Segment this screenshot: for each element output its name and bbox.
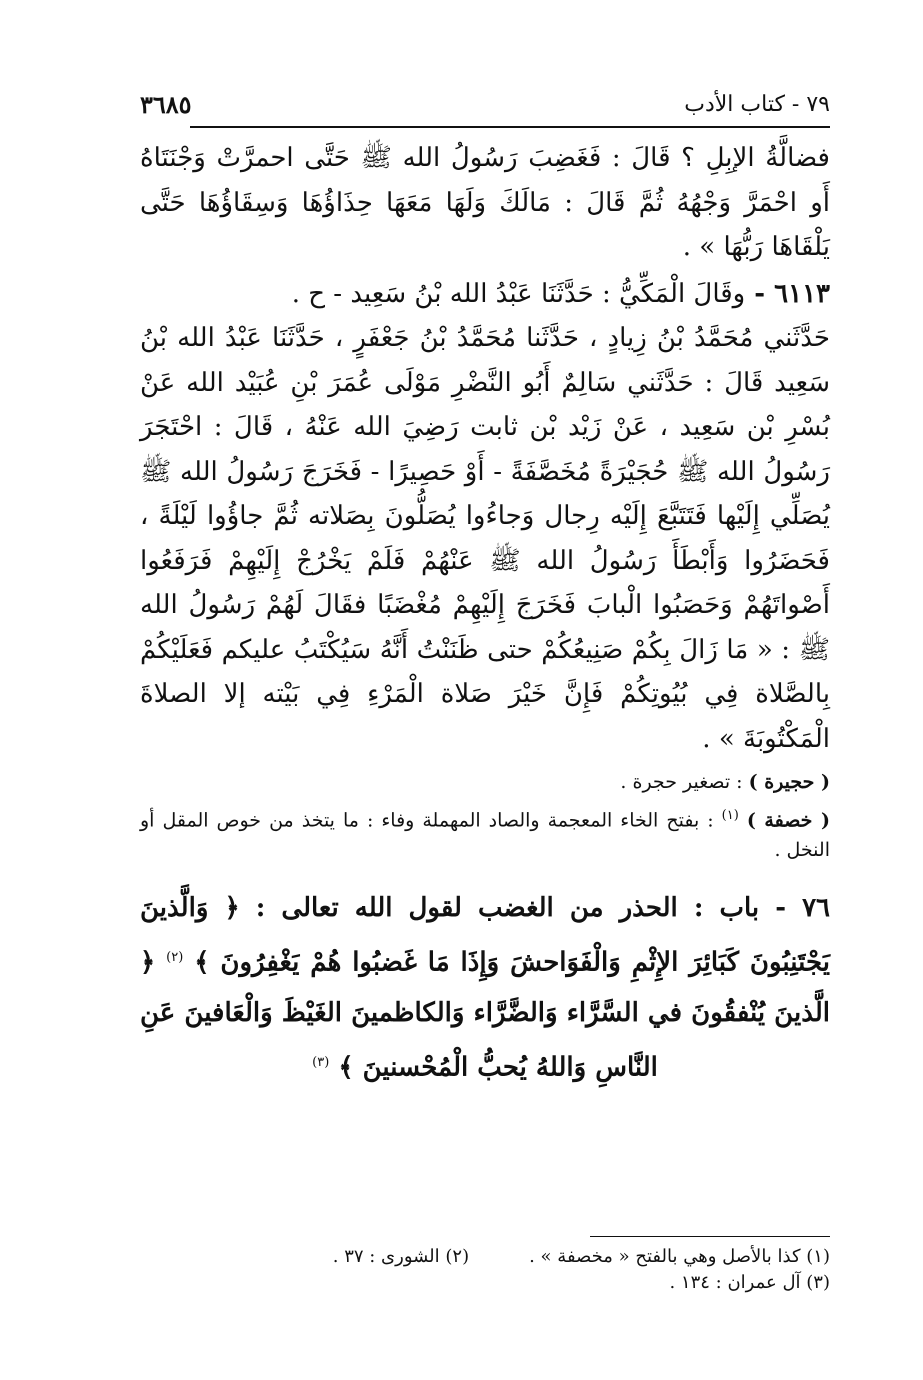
footnote-marker: (١) (721, 808, 739, 823)
page-number: ٣٦٨٥ (140, 89, 192, 119)
bab-verse-b: ﴿ الَّذينَ يُنْفقُونَ في السَّرَّاء وَالضَّرَّاء وَالكاظمينَ الغَيْظَ وَالْعَافينَ عَنِ النَّاسِ وَاللهُ يُحبُّ الْمُحْسنينَ ﴾ (140, 947, 830, 1083)
footnote-marker: (٢) (166, 950, 184, 966)
gloss-term: ( حجيرة ) (748, 771, 830, 793)
hadith-paragraph (140, 272, 830, 762)
page-header (140, 84, 830, 124)
gloss-term: ( خصفة ) (746, 809, 830, 832)
gloss-hujayra (140, 767, 830, 797)
footnote-2: (٢) الشورى : ٣٧ . (332, 1246, 470, 1267)
continuation-paragraph: فضالَّةُ الإبِلِ ؟ قَالَ : فَغَضِبَ رَسُولُ الله ﷺ حَتَّى احمرَّتْ وَجْنَتَاهُ أَو احْمَرَّ وَجْهُهُ ثُمَّ قَالَ : مَالَكَ وَلَهَا مَعَهَا حِذَاؤُهَا وَسِقَاؤُهَا حَتَّى يَلْقَاهَا رَبُّهَا » . (140, 143, 830, 262)
hadith-body: حَدَّثَني مُحَمَّدُ بْنُ زِيادٍ ، حَدَّثَنا مُحَمَّدُ بْنُ جَعْفَرٍ ، حَدَّثَنَا عَبْدُ الله بْنُ سَعِيد قَالَ : حَدَّثَني سَالِمٌ أَبُو النَّضْرِ مَوْلَى عُمَرَ بْنِ عُبَيْد الله عَنْ بُسْرِ بْن سَعِيد ، عَنْ زَيْد بْن ثابت رَضِيَ الله عَنْهُ ، قَالَ : احْتَجَرَ رَسُولُ الله ﷺ حُجَيْرَةً مُخَصَّفَةً - أَوْ حَصِيرًا - فَخَرَجَ رَسُولُ الله ﷺ يُصَلِّي إِلَيْها فَتَتَبَّعَ إِلَيْه رِجال وَجاءُوا يُصَلُّونَ بِصَلاته ثُمَّ جاؤُوا لَيْلَةً ، فَحَضَرُوا وَأَبْطَأَ رَسُولُ الله ﷺ عَنْهُمْ فَلَمْ يَخْرُجْ إِلَيْهِمْ فَرَفَعُوا أَصْواتَهُمْ وَحَصَبُوا الْبابَ فَخَرَجَ إِلَيْهِمْ مُغْضَبًا فقَالَ لَهُمْ رَسُولُ الله ﷺ : « مَا زَالَ بِكُمْ صَنِيعُكُمْ حتى ظَنَنْتُ أَنَّهُ سَيُكْتَبُ عليكم فَعَلَيْكُمْ بِالصَّلاة فِي بُيُوتِكُمْ فَإِنَّ خَيْرَ صَلاة الْمَرْءِ فِي بَيْته إلا الصلاةَ الْمَكْتُوبَةَ » . (140, 323, 830, 754)
hadith-number: ٦١١٣ - (745, 278, 830, 309)
header-rule (190, 126, 830, 128)
footnotes (140, 1244, 830, 1296)
footnote-row (140, 1244, 830, 1270)
bab-verse-a: ٧٦ - باب : الحذر من الغضب لقول الله تعالى : ﴿ وَالَّذينَ يَجْتَنِبُونَ كَبَائِرَ الإِثْمِ وَالْفَوَاحشَ وَإِذَا مَا غَضبُوا هُمْ يَغْفِرُونَ ﴾ (140, 893, 830, 978)
hadith-intro: وقَالَ الْمَكِّيُّ : حَدَّثَنَا عَبْدُ الله بْنُ سَعِيد - ح . (291, 278, 746, 309)
gloss-text: : بفتح الخاء المعجمة والصاد المهملة وفاء : ما يتخذ من خوص المقل أو النخل . (140, 809, 830, 862)
gloss-text: : تصغير حجرة . (620, 771, 749, 793)
footnote-1: (١) كذا بالأصل وهي بالفتح « مخصفة » . (529, 1246, 830, 1267)
page-body (140, 136, 830, 1093)
footnote-3: (٣) آل عمران : ١٣٤ . (669, 1272, 830, 1293)
chapter-heading (140, 883, 830, 1092)
chapter-title: ٧٩ - كتاب الأدب (684, 91, 830, 117)
footnote-marker: (٣) (312, 1054, 330, 1070)
gloss-khasafa (140, 801, 830, 865)
footnote-rule (590, 1236, 830, 1237)
